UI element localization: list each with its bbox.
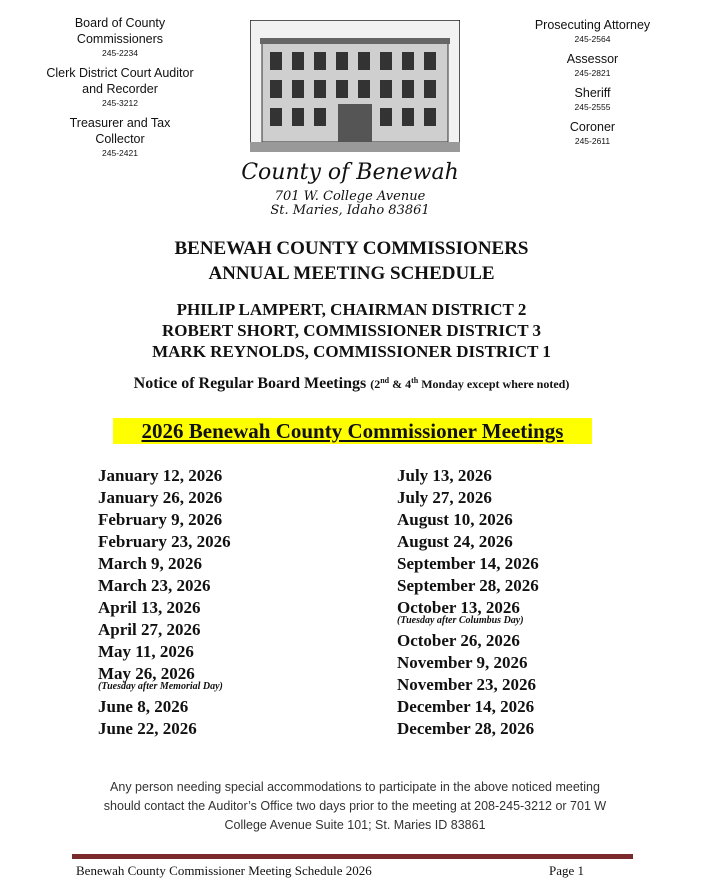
left-departments — [45, 15, 195, 165]
meeting-date: March 23, 2026 — [98, 576, 211, 595]
meeting-date: February 9, 2026 — [98, 510, 223, 529]
department — [45, 15, 195, 59]
commissioner-3: MARK REYNOLDS, COMMISSIONER DISTRICT 1 — [152, 342, 551, 361]
department — [520, 119, 665, 147]
department-phone: 245-2234 — [102, 48, 138, 58]
department-name: Treasurer and Tax Collector — [69, 116, 171, 146]
meeting-date: August 10, 2026 — [397, 510, 513, 529]
department-name: Assessor — [566, 52, 619, 66]
department-name: Clerk District Court Auditor and Recorder — [46, 66, 194, 96]
department-phone: 245-2564 — [574, 34, 611, 44]
county-address-line2: St. Maries, Idaho 83861 — [270, 203, 430, 218]
department — [520, 17, 665, 45]
meeting-date: February 23, 2026 — [98, 532, 231, 551]
department-name: Coroner — [569, 120, 616, 134]
meeting-date: September 28, 2026 — [397, 576, 539, 595]
meeting-date: August 24, 2026 — [397, 532, 513, 551]
meeting-date: December 14, 2026 — [397, 697, 535, 716]
meeting-date: November 9, 2026 — [397, 653, 528, 672]
department-phone: 245-2821 — [574, 68, 611, 78]
department-name: Board of County Commissioners — [74, 16, 166, 46]
meeting-date: January 12, 2026 — [98, 466, 223, 485]
department — [45, 115, 195, 159]
meeting-date: October 13, 2026 — [397, 598, 520, 617]
meeting-dates-left — [98, 465, 231, 740]
meeting-date: April 27, 2026 — [98, 620, 201, 639]
meeting-date: November 23, 2026 — [397, 675, 536, 694]
meeting-date: March 9, 2026 — [98, 554, 203, 573]
department-name: Sheriff — [574, 86, 611, 100]
meeting-date: July 13, 2026 — [397, 466, 492, 485]
commissioner-2: ROBERT SHORT, COMMISSIONER DISTRICT 3 — [161, 321, 542, 340]
meeting-date: June 22, 2026 — [98, 719, 197, 738]
meeting-date: July 27, 2026 — [397, 488, 492, 507]
right-departments — [520, 17, 665, 153]
meeting-date: October 26, 2026 — [397, 631, 520, 650]
meeting-notice — [0, 375, 703, 393]
department — [520, 85, 665, 113]
page-number: Page 1 — [549, 863, 585, 878]
department-phone: 245-2555 — [574, 102, 611, 112]
meeting-date: April 13, 2026 — [98, 598, 201, 617]
meeting-date-note: (Tuesday after Memorial Day) — [98, 681, 223, 692]
meeting-date: May 11, 2026 — [98, 642, 194, 661]
department-name: Prosecuting Attorney — [534, 18, 651, 32]
meeting-date: May 26, 2026 — [98, 664, 195, 683]
meeting-date: December 28, 2026 — [397, 719, 535, 738]
department-phone: 245-2421 — [102, 148, 138, 158]
heading-line1: BENEWAH COUNTY COMMISSIONERS — [174, 238, 529, 259]
meeting-date: June 8, 2026 — [98, 697, 189, 716]
meeting-date-note: (Tuesday after Columbus Day) — [397, 615, 524, 626]
department — [45, 65, 195, 109]
county-address-line1: 701 W. College Avenue — [274, 189, 426, 204]
notice-main: Notice of Regular Board Meetings — [133, 375, 367, 392]
meeting-dates-right — [397, 465, 539, 740]
department-phone: 245-3212 — [102, 98, 138, 108]
commissioner-1: PHILIP LAMPERT, CHAIRMAN DISTRICT 2 — [176, 300, 527, 319]
courthouse-photo — [250, 20, 460, 152]
footer-title: Benewah County Commissioner Meeting Schedule 2026 — [76, 863, 372, 878]
meetings-title: 2026 Benewah County Commissioner Meetings — [113, 418, 592, 444]
notice-sub: (2nd & 4th Monday except where noted) — [370, 376, 570, 391]
department-phone: 245-2611 — [574, 136, 611, 146]
accommodation-notice: Any person needing special accommodations to participate in the above noticed meeting should contact the Auditor’s Office two days prior to the meeting at 208-245-3212 or 701 W College Avenue Suite 101; St. Maries ID 83861 — [103, 780, 607, 832]
footer-rule — [72, 854, 633, 859]
meeting-date: September 14, 2026 — [397, 554, 539, 573]
department — [520, 51, 665, 79]
heading-line2: ANNUAL MEETING SCHEDULE — [208, 263, 495, 284]
meeting-date: January 26, 2026 — [98, 488, 223, 507]
county-name: County of Benewah — [241, 160, 459, 185]
